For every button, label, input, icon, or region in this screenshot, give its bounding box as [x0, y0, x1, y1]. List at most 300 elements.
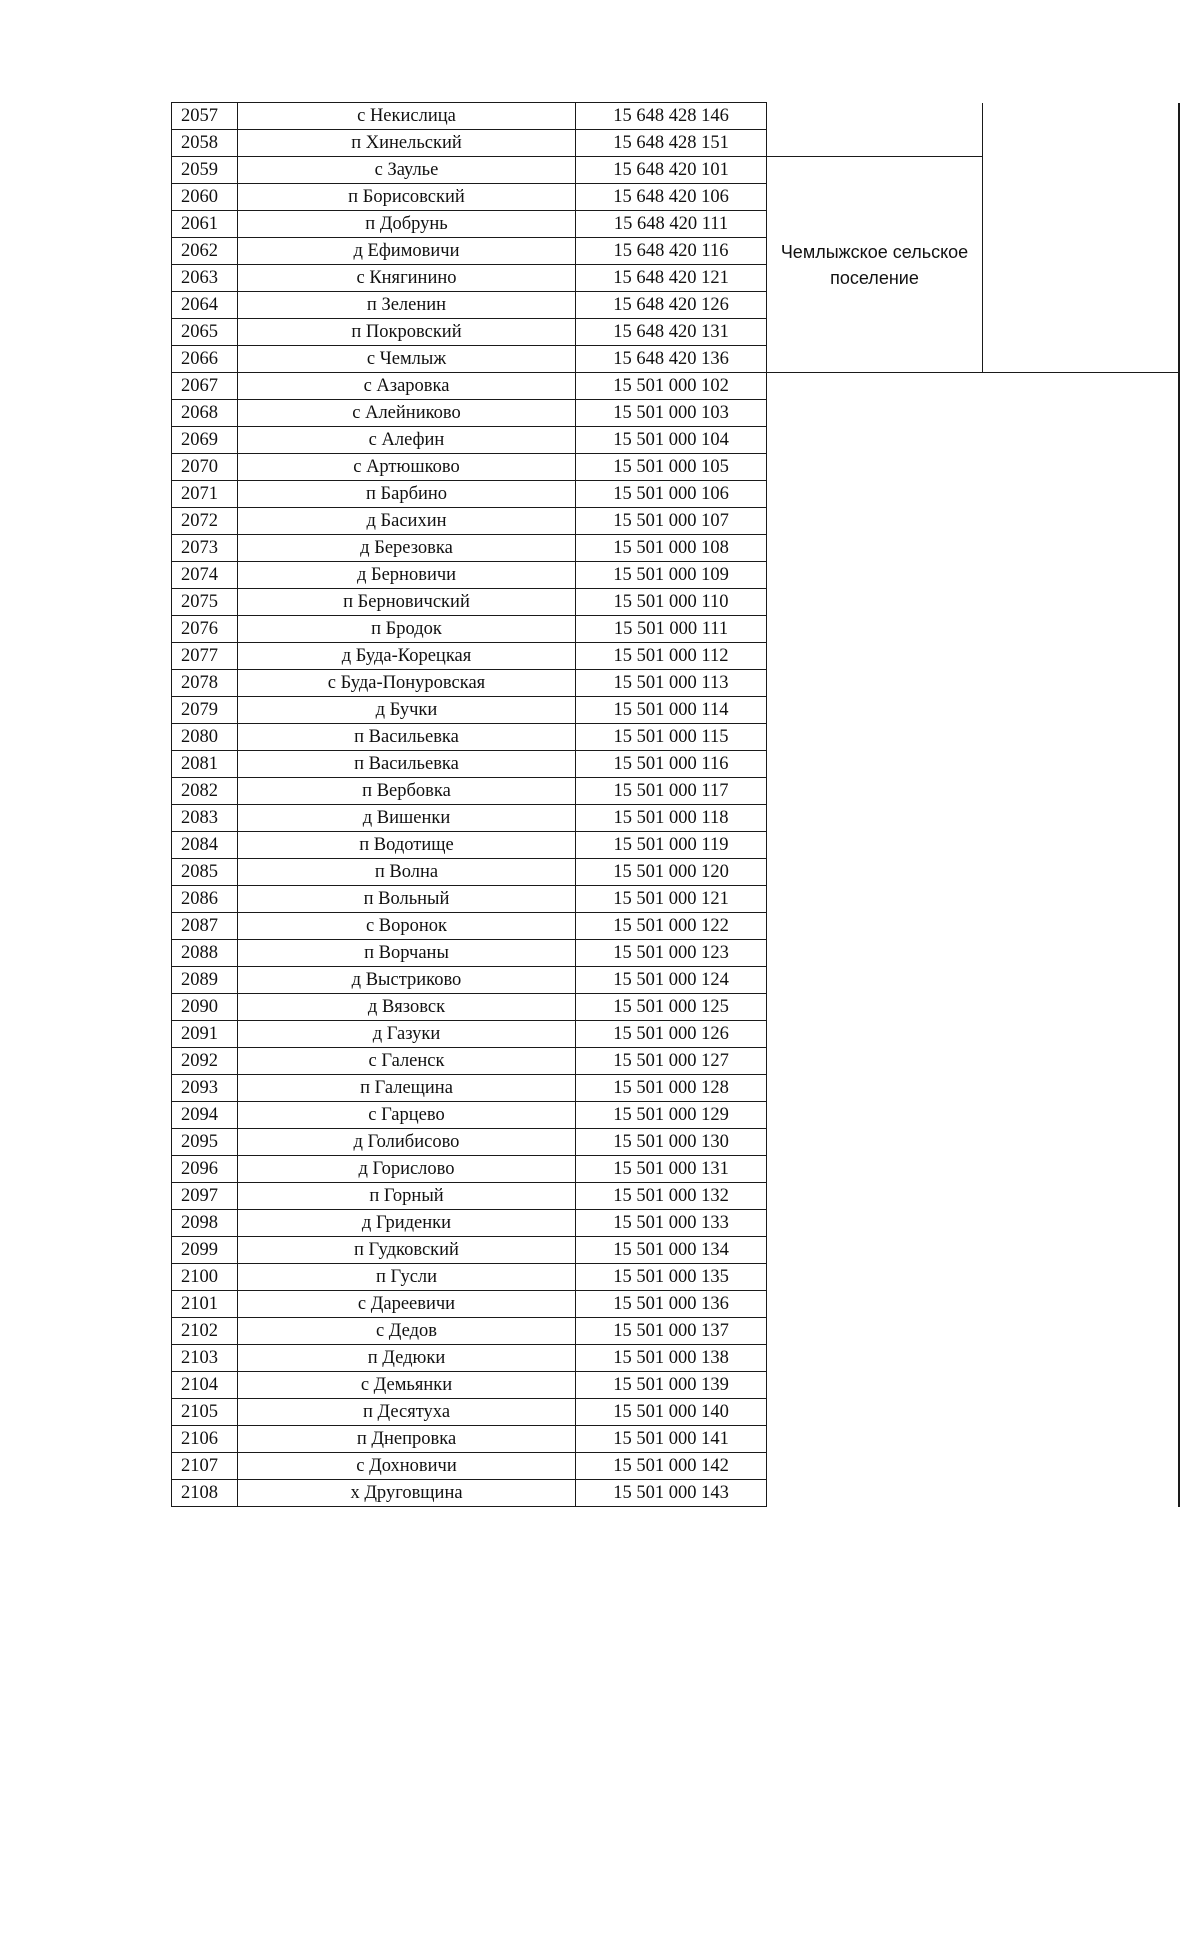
right-margin-cell: [983, 1345, 1180, 1372]
right-margin-cell: [983, 319, 1180, 346]
group-empty-cell: [767, 1102, 983, 1129]
settlement-name-cell: д Газуки: [238, 1021, 576, 1048]
row-number-cell: 2074: [172, 562, 238, 589]
table-row: [172, 1183, 1180, 1210]
row-number-cell: 2083: [172, 805, 238, 832]
oktmo-code-cell: 15 648 420 121: [576, 265, 767, 292]
table-row: [172, 1156, 1180, 1183]
settlement-name-cell: с Гарцево: [238, 1102, 576, 1129]
oktmo-code-cell: 15 501 000 102: [576, 373, 767, 400]
table-row: [172, 886, 1180, 913]
table-row: [172, 940, 1180, 967]
group-empty-cell: [767, 481, 983, 508]
oktmo-code-cell: 15 501 000 120: [576, 859, 767, 886]
table-row: [172, 1318, 1180, 1345]
oktmo-code-cell: 15 501 000 130: [576, 1129, 767, 1156]
row-number-cell: 2082: [172, 778, 238, 805]
oktmo-code-cell: 15 501 000 132: [576, 1183, 767, 1210]
oktmo-code-cell: 15 501 000 106: [576, 481, 767, 508]
row-number-cell: 2081: [172, 751, 238, 778]
table-row: [172, 508, 1180, 535]
group-empty-cell: [767, 1183, 983, 1210]
row-number-cell: 2073: [172, 535, 238, 562]
row-number-cell: 2075: [172, 589, 238, 616]
right-margin-cell: [983, 1453, 1180, 1480]
right-margin-cell: [983, 805, 1180, 832]
oktmo-code-cell: 15 648 420 136: [576, 346, 767, 373]
right-margin-cell: [983, 454, 1180, 481]
right-margin-cell: [983, 1372, 1180, 1399]
right-margin-cell: [983, 157, 1180, 184]
row-number-cell: 2085: [172, 859, 238, 886]
group-empty-cell: [767, 832, 983, 859]
settlement-name-cell: с Некислица: [238, 103, 576, 130]
table-row: [172, 1129, 1180, 1156]
settlement-name-cell: с Азаровка: [238, 373, 576, 400]
table-row: [172, 1426, 1180, 1453]
table-row: [172, 346, 1180, 373]
right-margin-cell: [983, 1426, 1180, 1453]
table-row: [172, 697, 1180, 724]
oktmo-code-cell: 15 648 420 111: [576, 211, 767, 238]
row-number-cell: 2058: [172, 130, 238, 157]
group-empty-cell: [767, 373, 983, 400]
table-row: [172, 535, 1180, 562]
settlement-name-cell: с Дедов: [238, 1318, 576, 1345]
group-empty-cell: [767, 778, 983, 805]
oktmo-code-cell: 15 501 000 113: [576, 670, 767, 697]
oktmo-code-cell: 15 501 000 112: [576, 643, 767, 670]
right-margin-cell: [983, 535, 1180, 562]
oktmo-code-cell: 15 501 000 107: [576, 508, 767, 535]
oktmo-code-cell: 15 501 000 114: [576, 697, 767, 724]
oktmo-code-cell: 15 501 000 122: [576, 913, 767, 940]
row-number-cell: 2084: [172, 832, 238, 859]
settlement-name-cell: х Друговщина: [238, 1480, 576, 1507]
settlement-name-cell: д Выстриково: [238, 967, 576, 994]
settlement-name-cell: п Васильевка: [238, 751, 576, 778]
row-number-cell: 2093: [172, 1075, 238, 1102]
group-empty-cell: [767, 1426, 983, 1453]
right-margin-cell: [983, 1318, 1180, 1345]
table-row: [172, 643, 1180, 670]
oktmo-code-cell: 15 501 000 121: [576, 886, 767, 913]
settlement-name-cell: п Волна: [238, 859, 576, 886]
table-row: [172, 616, 1180, 643]
oktmo-code-cell: 15 648 420 126: [576, 292, 767, 319]
municipality-cell: Чемлыжское сельское поселение: [767, 157, 983, 373]
group-empty-cell: [767, 1453, 983, 1480]
row-number-cell: 2063: [172, 265, 238, 292]
row-number-cell: 2100: [172, 1264, 238, 1291]
oktmo-code-cell: 15 501 000 135: [576, 1264, 767, 1291]
right-margin-cell: [983, 913, 1180, 940]
oktmo-code-cell: 15 501 000 116: [576, 751, 767, 778]
group-empty-cell: [767, 427, 983, 454]
settlement-name-cell: п Галещина: [238, 1075, 576, 1102]
table-row: [172, 1264, 1180, 1291]
table-row: [172, 1399, 1180, 1426]
right-margin-cell: [983, 481, 1180, 508]
right-margin-cell: [983, 940, 1180, 967]
settlement-name-cell: с Дареевичи: [238, 1291, 576, 1318]
oktmo-code-cell: 15 648 428 151: [576, 130, 767, 157]
oktmo-code-cell: 15 501 000 123: [576, 940, 767, 967]
settlement-name-cell: д Голибисово: [238, 1129, 576, 1156]
right-margin-cell: [983, 643, 1180, 670]
table-row: [172, 454, 1180, 481]
table-row: [172, 292, 1180, 319]
settlement-name-cell: с Галенск: [238, 1048, 576, 1075]
right-margin-cell: [983, 1480, 1180, 1507]
right-margin-cell: [983, 1291, 1180, 1318]
row-number-cell: 2064: [172, 292, 238, 319]
row-number-cell: 2065: [172, 319, 238, 346]
table-row: [172, 967, 1180, 994]
right-margin-cell: [983, 130, 1180, 157]
table-row: [172, 130, 1180, 157]
row-number-cell: 2098: [172, 1210, 238, 1237]
group-empty-cell: [767, 1156, 983, 1183]
row-number-cell: 2060: [172, 184, 238, 211]
right-margin-cell: [983, 1183, 1180, 1210]
settlement-name-cell: п Покровский: [238, 319, 576, 346]
group-empty-cell: [767, 616, 983, 643]
table-row: [172, 211, 1180, 238]
row-number-cell: 2061: [172, 211, 238, 238]
settlement-name-cell: с Буда-Понуровская: [238, 670, 576, 697]
row-number-cell: 2091: [172, 1021, 238, 1048]
settlement-name-cell: п Зеленин: [238, 292, 576, 319]
oktmo-code-cell: 15 648 428 146: [576, 103, 767, 130]
oktmo-code-cell: 15 501 000 131: [576, 1156, 767, 1183]
settlement-name-cell: д Берновичи: [238, 562, 576, 589]
right-margin-cell: [983, 1048, 1180, 1075]
group-empty-cell: [767, 1318, 983, 1345]
settlement-name-cell: п Васильевка: [238, 724, 576, 751]
group-empty-cell: [767, 589, 983, 616]
group-empty-cell: [767, 697, 983, 724]
group-empty-cell: [767, 1480, 983, 1507]
row-number-cell: 2105: [172, 1399, 238, 1426]
right-margin-cell: [983, 670, 1180, 697]
table-row: [172, 670, 1180, 697]
settlement-name-cell: д Буда-Корецкая: [238, 643, 576, 670]
table-row: [172, 724, 1180, 751]
group-empty-cell: [767, 805, 983, 832]
table-row: [172, 751, 1180, 778]
row-number-cell: 2101: [172, 1291, 238, 1318]
oktmo-code-cell: 15 501 000 119: [576, 832, 767, 859]
settlement-name-cell: с Артюшково: [238, 454, 576, 481]
oktmo-code-cell: 15 501 000 109: [576, 562, 767, 589]
right-margin-cell: [983, 751, 1180, 778]
group-empty-cell: [767, 535, 983, 562]
settlement-name-cell: с Чемлыж: [238, 346, 576, 373]
row-number-cell: 2086: [172, 886, 238, 913]
group-empty-cell: [767, 454, 983, 481]
row-number-cell: 2099: [172, 1237, 238, 1264]
right-margin-cell: [983, 616, 1180, 643]
oktmo-code-cell: 15 501 000 138: [576, 1345, 767, 1372]
settlement-name-cell: п Берновичский: [238, 589, 576, 616]
row-number-cell: 2102: [172, 1318, 238, 1345]
oktmo-code-cell: 15 501 000 143: [576, 1480, 767, 1507]
right-margin-cell: [983, 1129, 1180, 1156]
settlement-name-cell: п Борисовский: [238, 184, 576, 211]
row-number-cell: 2076: [172, 616, 238, 643]
oktmo-code-cell: 15 648 420 131: [576, 319, 767, 346]
group-empty-cell: [767, 1021, 983, 1048]
table-row: [172, 805, 1180, 832]
table-row: [172, 265, 1180, 292]
oktmo-code-cell: 15 648 420 101: [576, 157, 767, 184]
row-number-cell: 2066: [172, 346, 238, 373]
row-number-cell: 2057: [172, 103, 238, 130]
group-empty-cell: [767, 724, 983, 751]
settlement-name-cell: с Дохновичи: [238, 1453, 576, 1480]
settlement-name-cell: д Ефимовичи: [238, 238, 576, 265]
row-number-cell: 2108: [172, 1480, 238, 1507]
table-row: [172, 1102, 1180, 1129]
row-number-cell: 2070: [172, 454, 238, 481]
group-empty-cell: [767, 1264, 983, 1291]
group-empty-cell: [767, 1291, 983, 1318]
settlement-name-cell: д Горислово: [238, 1156, 576, 1183]
table-row: [172, 1210, 1180, 1237]
settlement-name-cell: д Бучки: [238, 697, 576, 724]
table-row: [172, 319, 1180, 346]
oktmo-code-cell: 15 501 000 104: [576, 427, 767, 454]
settlement-name-cell: д Гриденки: [238, 1210, 576, 1237]
row-number-cell: 2062: [172, 238, 238, 265]
oktmo-code-cell: 15 501 000 142: [576, 1453, 767, 1480]
settlement-name-cell: д Березовка: [238, 535, 576, 562]
settlement-name-cell: п Бродок: [238, 616, 576, 643]
right-margin-cell: [983, 238, 1180, 265]
settlement-name-cell: с Воронок: [238, 913, 576, 940]
oktmo-code-cell: 15 501 000 128: [576, 1075, 767, 1102]
right-margin-cell: [983, 1399, 1180, 1426]
table-row: [172, 1480, 1180, 1507]
row-number-cell: 2078: [172, 670, 238, 697]
group-empty-cell: [767, 886, 983, 913]
row-number-cell: 2080: [172, 724, 238, 751]
table-row: [172, 562, 1180, 589]
oktmo-code-cell: 15 501 000 137: [576, 1318, 767, 1345]
row-number-cell: 2069: [172, 427, 238, 454]
group-empty-cell: [767, 994, 983, 1021]
settlement-name-cell: д Вязовск: [238, 994, 576, 1021]
oktmo-code-cell: 15 501 000 115: [576, 724, 767, 751]
settlement-name-cell: п Хинельский: [238, 130, 576, 157]
row-number-cell: 2072: [172, 508, 238, 535]
oktmo-code-cell: 15 501 000 110: [576, 589, 767, 616]
group-empty-cell: [767, 400, 983, 427]
table-row: [172, 589, 1180, 616]
right-margin-cell: [983, 265, 1180, 292]
right-margin-cell: [983, 400, 1180, 427]
oktmo-code-cell: 15 501 000 133: [576, 1210, 767, 1237]
table-row: [172, 103, 1180, 130]
table-row: [172, 1291, 1180, 1318]
oktmo-code-cell: 15 501 000 124: [576, 967, 767, 994]
right-margin-cell: [983, 211, 1180, 238]
right-margin-cell: [983, 1210, 1180, 1237]
table-row: [172, 157, 1180, 184]
row-number-cell: 2090: [172, 994, 238, 1021]
table-row: [172, 1075, 1180, 1102]
oktmo-code-cell: 15 501 000 111: [576, 616, 767, 643]
row-number-cell: 2068: [172, 400, 238, 427]
row-number-cell: 2067: [172, 373, 238, 400]
settlement-name-cell: п Вербовка: [238, 778, 576, 805]
row-number-cell: 2107: [172, 1453, 238, 1480]
row-number-cell: 2096: [172, 1156, 238, 1183]
right-margin-cell: [983, 103, 1180, 130]
right-margin-cell: [983, 427, 1180, 454]
table-row: [172, 1372, 1180, 1399]
row-number-cell: 2092: [172, 1048, 238, 1075]
settlement-name-cell: п Дедюки: [238, 1345, 576, 1372]
right-margin-cell: [983, 1264, 1180, 1291]
group-empty-cell: [767, 913, 983, 940]
right-margin-cell: [983, 589, 1180, 616]
right-margin-cell: [983, 778, 1180, 805]
group-empty-cell: [767, 859, 983, 886]
oktmo-code-cell: 15 501 000 139: [576, 1372, 767, 1399]
settlement-name-cell: п Горный: [238, 1183, 576, 1210]
oktmo-code-cell: 15 501 000 127: [576, 1048, 767, 1075]
table-row: [172, 400, 1180, 427]
right-margin-cell: [983, 292, 1180, 319]
settlement-name-cell: с Алефин: [238, 427, 576, 454]
right-margin-cell: [983, 886, 1180, 913]
row-number-cell: 2094: [172, 1102, 238, 1129]
settlement-name-cell: п Барбино: [238, 481, 576, 508]
group-empty-cell: [767, 508, 983, 535]
settlement-name-cell: п Вольный: [238, 886, 576, 913]
right-margin-cell: [983, 967, 1180, 994]
table-row: [172, 1021, 1180, 1048]
settlement-name-cell: п Десятуха: [238, 1399, 576, 1426]
settlement-name-cell: с Княгинино: [238, 265, 576, 292]
table-row: [172, 832, 1180, 859]
oktmo-code-cell: 15 501 000 126: [576, 1021, 767, 1048]
oktmo-code-cell: 15 501 000 141: [576, 1426, 767, 1453]
oktmo-code-cell: 15 501 000 103: [576, 400, 767, 427]
row-number-cell: 2079: [172, 697, 238, 724]
table-row: [172, 427, 1180, 454]
right-margin-cell: [983, 184, 1180, 211]
row-number-cell: 2088: [172, 940, 238, 967]
row-number-cell: 2095: [172, 1129, 238, 1156]
table-row: [172, 238, 1180, 265]
group-empty-cell: [767, 1129, 983, 1156]
settlements-table-body: [172, 103, 1180, 1507]
group-empty-cell: [767, 1048, 983, 1075]
table-row: [172, 481, 1180, 508]
table-row: [172, 994, 1180, 1021]
row-number-cell: 2089: [172, 967, 238, 994]
table-row: [172, 859, 1180, 886]
right-margin-cell: [983, 1021, 1180, 1048]
table-row: [172, 1048, 1180, 1075]
oktmo-code-cell: 15 648 420 116: [576, 238, 767, 265]
group-empty-cell: [767, 103, 983, 130]
settlement-name-cell: д Вишенки: [238, 805, 576, 832]
oktmo-code-cell: 15 648 420 106: [576, 184, 767, 211]
settlement-name-cell: п Гусли: [238, 1264, 576, 1291]
group-empty-cell: [767, 940, 983, 967]
row-number-cell: 2097: [172, 1183, 238, 1210]
group-empty-cell: [767, 1345, 983, 1372]
settlement-name-cell: п Днепровка: [238, 1426, 576, 1453]
right-margin-cell: [983, 1237, 1180, 1264]
right-margin-cell: [983, 832, 1180, 859]
right-margin-cell: [983, 697, 1180, 724]
oktmo-code-cell: 15 501 000 134: [576, 1237, 767, 1264]
right-margin-cell: [983, 1156, 1180, 1183]
settlement-name-cell: с Заулье: [238, 157, 576, 184]
right-margin-cell: [983, 1102, 1180, 1129]
row-number-cell: 2071: [172, 481, 238, 508]
settlement-name-cell: п Гудковский: [238, 1237, 576, 1264]
table-row: [172, 373, 1180, 400]
settlements-table: [171, 102, 1180, 1507]
table-row: [172, 184, 1180, 211]
right-margin-cell: [983, 346, 1180, 373]
row-number-cell: 2059: [172, 157, 238, 184]
oktmo-code-cell: 15 501 000 117: [576, 778, 767, 805]
row-number-cell: 2087: [172, 913, 238, 940]
table-row: [172, 913, 1180, 940]
group-empty-cell: [767, 751, 983, 778]
group-empty-cell: [767, 1237, 983, 1264]
settlement-name-cell: п Водотище: [238, 832, 576, 859]
right-margin-cell: [983, 724, 1180, 751]
settlement-name-cell: д Басихин: [238, 508, 576, 535]
settlement-name-cell: п Ворчаны: [238, 940, 576, 967]
oktmo-code-cell: 15 501 000 140: [576, 1399, 767, 1426]
group-empty-cell: [767, 670, 983, 697]
group-empty-cell: [767, 562, 983, 589]
oktmo-code-cell: 15 501 000 129: [576, 1102, 767, 1129]
right-margin-cell: [983, 859, 1180, 886]
right-margin-cell: [983, 1075, 1180, 1102]
oktmo-code-cell: 15 501 000 125: [576, 994, 767, 1021]
settlement-name-cell: с Алейниково: [238, 400, 576, 427]
oktmo-code-cell: 15 501 000 105: [576, 454, 767, 481]
table-row: [172, 1453, 1180, 1480]
table-row: [172, 778, 1180, 805]
row-number-cell: 2104: [172, 1372, 238, 1399]
group-empty-cell: [767, 1399, 983, 1426]
group-empty-cell: [767, 1075, 983, 1102]
table-row: [172, 1345, 1180, 1372]
group-empty-cell: [767, 967, 983, 994]
group-empty-cell: [767, 643, 983, 670]
right-margin-cell: [983, 994, 1180, 1021]
oktmo-code-cell: 15 501 000 136: [576, 1291, 767, 1318]
group-empty-cell: [767, 1210, 983, 1237]
right-margin-cell: [983, 508, 1180, 535]
group-empty-cell: [767, 1372, 983, 1399]
settlement-name-cell: п Добрунь: [238, 211, 576, 238]
oktmo-code-cell: 15 501 000 118: [576, 805, 767, 832]
group-empty-cell: [767, 130, 983, 157]
row-number-cell: 2103: [172, 1345, 238, 1372]
